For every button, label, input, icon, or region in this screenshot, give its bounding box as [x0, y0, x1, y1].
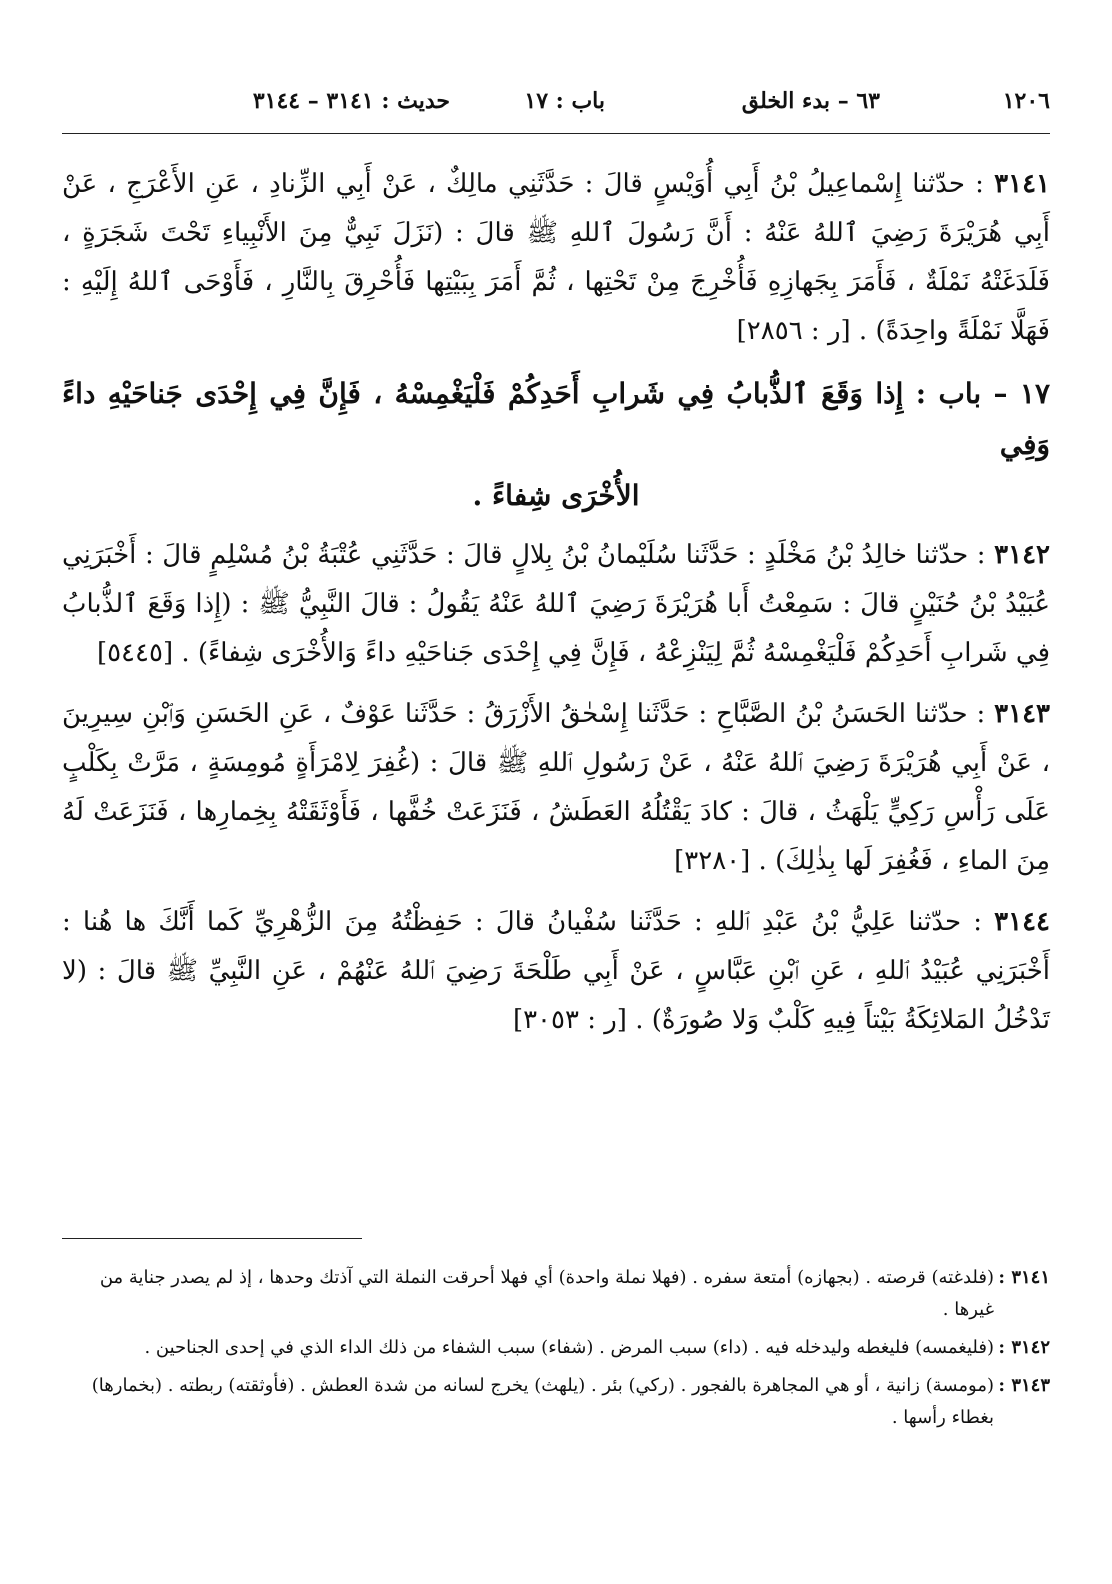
- footnote-text: (فلدغته) قرصته . (بجهازه) أمتعة سفره . (فهلا نملة واحدة) أي فهلا أحرقت النملة التي آذتك وحدها ، إذ لم يصدر جناية من غيرها .: [99, 1267, 994, 1320]
- hadith-number: ٣١٤٤: [994, 907, 1050, 937]
- chapter-heading-line-1: ١٧ – باب : إِذا وَقَعَ ٱلذُّبابُ فِي شَرابِ أَحَدِكُمْ فَلْيَغْمِسْهُ ، فَإِنَّ فِي إِحْدَى جَناحَيْهِ داءً وَفِي: [62, 377, 1050, 461]
- footnote-3143: [62, 1370, 1050, 1434]
- hadith-number: ٣١٤٢: [994, 540, 1050, 570]
- hadith-text: : حدّثنا الحَسَنُ بْنُ الصَّبَّاحِ : حَدَّثَنا إِسْحٰقُ الأَزْرَقُ : حَدَّثَنا عَوْفٌ ، عَنِ الحَسَنِ وَٱبْنِ سِيرِينَ ، عَنْ أَبِي هُرَيْرَةَ رَضِيَ ٱللهُ عَنْهُ ، عَنْ رَسُولِ ٱللهِ ﷺ قالَ : (غُفِرَ لِامْرَأَةٍ مُومِسَةٍ ، مَرَّتْ بِكَلْبٍ عَلَى رَأْسِ رَكِيٍّ يَلْهَثُ ، قالَ : كادَ يَقْتُلُهُ العَطَشُ ، فَنَزَعَتْ خُفَّها ، فَأَوْثَقَتْهُ بِخِمارِها ، فَنَزَعَتْ لَهُ مِنَ الماءِ ، فَغُفِرَ لَها بِذٰلِكَ) .: [62, 699, 1050, 876]
- hadith-3144: [62, 898, 1050, 1045]
- hadith-number: ٣١٤١: [994, 169, 1050, 199]
- book-title: ٦٣ – بدء الخلق: [741, 88, 880, 114]
- footnote-divider: [62, 1238, 362, 1239]
- footnote-text: (فليغمسه) فليغطه وليدخله فيه . (داء) سبب المرض . (شفاء) سبب الشفاء من ذلك الداء الذي في إحدى الجناحين .: [144, 1337, 994, 1358]
- cross-reference: [٣٢٨٠]: [674, 846, 751, 876]
- cross-reference: [ر : ٣٠٥٣]: [512, 1005, 627, 1035]
- footnote-number: ٣١٤٢ :: [998, 1337, 1050, 1358]
- hadith-text: : حدّثنا عَلِيُّ بْنُ عَبْدِ ٱللهِ : حَدَّثَنا سُفْيانُ قالَ : حَفِظْتُهُ مِنَ الزُّهْرِيِّ كَما أَنَّكَ ها هُنا : أَخْبَرَنِي عُبَيْدُ ٱللهِ ، عَنِ ٱبْنِ عَبَّاسٍ ، عَنْ أَبِي طَلْحَةَ رَضِيَ ٱللهُ عَنْهُمْ ، عَنِ النَّبِيِّ ﷺ قالَ : (لا تَدْخُلُ المَلائِكَةُ بَيْتاً فِيهِ كَلْبٌ وَلا صُورَةٌ) .: [62, 907, 1050, 1035]
- footnote-number: ٣١٤٣ :: [998, 1375, 1050, 1396]
- footnote-3141: [62, 1262, 1050, 1326]
- cross-reference: [٥٤٤٥]: [96, 638, 174, 668]
- chapter-heading: [62, 368, 1050, 521]
- hadith-range-label: حديث : ٣١٤١ – ٣١٤٤: [252, 88, 450, 114]
- page-number: ١٢٠٦: [1002, 88, 1050, 114]
- chapter-label: باب : ١٧: [524, 88, 605, 114]
- hadith-text: : حدّثنا إِسْماعِيلُ بْنُ أَبِي أُوَيْسٍ قالَ : حَدَّثَنِي مالِكٌ ، عَنْ أَبِي الزِّنادِ ، عَنِ الأَعْرَجِ ، عَنْ أَبِي هُرَيْرَةَ رَضِيَ ٱللهُ عَنْهُ : أَنَّ رَسُولَ ٱللهِ ﷺ قالَ : (نَزَلَ نَبِيٌّ مِنَ الأَنْبِياءِ تَحْتَ شَجَرَةٍ ، فَلَدَغَتْهُ نَمْلَةٌ ، فَأَمَرَ بِجَهازِهِ فَأُخْرِجَ مِنْ تَحْتِها ، ثُمَّ أَمَرَ بِبَيْتِها فَأُحْرِقَ بِالنَّارِ ، فَأَوْحَى ٱللهُ إِلَيْهِ : فَهَلَّا نَمْلَةً واحِدَةً) .: [62, 169, 1050, 346]
- chapter-heading-line-2: الأُخْرَى شِفاءً .: [472, 479, 640, 512]
- running-header: [62, 78, 1050, 128]
- hadith-text: : حدّثنا خالِدُ بْنُ مَخْلَدٍ : حَدَّثَنا سُلَيْمانُ بْنُ بِلالٍ قالَ : حَدَّثَنِي عُتْبَةُ بْنُ مُسْلِمٍ قالَ : أَخْبَرَنِي عُبَيْدُ بْنُ حُنَيْنٍ قالَ : سَمِعْتُ أَبا هُرَيْرَةَ رَضِيَ ٱللهُ عَنْهُ يَقُولُ : قالَ النَّبِيُّ ﷺ : (إِذا وَقَعَ ٱلذُّبابُ فِي شَرابِ أَحَدِكُمْ فَلْيَغْمِسْهُ ثُمَّ لِيَنْزِعْهُ ، فَإِنَّ فِي إِحْدَى جَناحَيْهِ داءً وَالأُخْرَى شِفاءً) .: [62, 540, 1050, 668]
- footnotes: [62, 1262, 1050, 1440]
- footnote-text: (مومسة) زانية ، أو هي المجاهرة بالفجور . (ركي) بئر . (يلهث) يخرج لسانه من شدة العطش . (فأوثقته) ربطته . (بخمارها) بغطاء رأسها .: [91, 1375, 994, 1428]
- main-text: [62, 160, 1050, 1057]
- footnote-number: ٣١٤١ :: [998, 1267, 1050, 1288]
- cross-reference: [ر : ٢٨٥٦]: [736, 316, 851, 346]
- footnote-3142: [62, 1332, 1050, 1364]
- hadith-number: ٣١٤٣: [994, 699, 1050, 729]
- header-divider: [62, 133, 1050, 134]
- hadith-3142: [62, 531, 1050, 678]
- book-page: [62, 0, 1050, 1584]
- hadith-3143: [62, 690, 1050, 886]
- hadith-3141: [62, 160, 1050, 356]
